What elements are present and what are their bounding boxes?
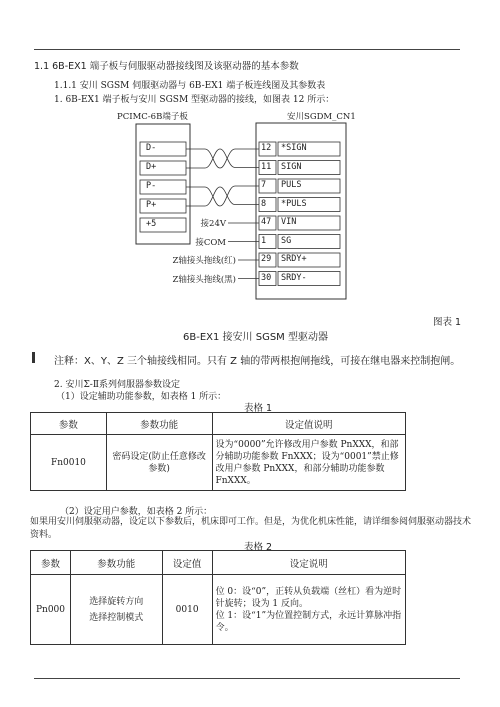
figure-label: 图表 1 [433, 317, 462, 328]
pin-name: SG [281, 235, 292, 246]
pin-number: 7 [261, 180, 267, 190]
table2-header-param: 参数 [31, 551, 71, 575]
table2-header-function: 参数功能 [70, 551, 162, 575]
note-text: 注释：X、Y、Z 三个轴接线相同。只有 Z 轴的带两根抱闸拖线，可接在继电器来控制抱闸。 [54, 356, 461, 367]
wire [186, 149, 259, 168]
right-box-title: 安川SGDM_CN1 [287, 112, 356, 122]
wiring-diagram [0, 0, 500, 340]
table1-header-desc: 设定值说明 [212, 413, 405, 435]
figure-caption: 6B-EX1 接安川 SGSM 型驱动器 [183, 332, 328, 343]
pin-number: 47 [261, 217, 272, 227]
params-step2-desc: 如果用安川伺服驱动器，设定以下参数后，机床即可工作。但是，为优化机床性能，请详细参阅伺服驱动器技术资料。 [30, 517, 472, 540]
section-heading: 1.1 6B-EX1 端子板与伺服驱动器接线图及该驱动器的基本参数 [34, 61, 299, 72]
note-marker [32, 352, 35, 363]
table2-cell-desc: 位 0：设“0”，正转从负载端（丝杠）看为逆时针旋转；设为 1 反向。 位 1：设“1”为位置控制方式，永远计算脉冲指令。 [212, 575, 405, 645]
external-connection-label: Z轴接头拖线(黑) [172, 274, 236, 285]
table2-cell-function: 选择旋转方向 选择控制模式 [70, 575, 162, 645]
subsection-heading: 1.1.1 安川 SGSM 伺服驱动器与 6B-EX1 端子板连线图及其参数表 [54, 81, 326, 91]
wire [186, 149, 259, 168]
table1-cell-function: 密码设定(防止任意修改参数) [106, 435, 212, 491]
left-terminal-label: D+ [146, 162, 157, 172]
params-step2: （2）设定用户参数，如表格 2 所示： [60, 507, 213, 517]
pin-name: SRDY- [281, 272, 307, 283]
left-terminal-label: D- [146, 143, 157, 153]
pin-name: SRDY+ [281, 254, 307, 264]
diagram-rows [140, 142, 340, 286]
table2-header-value: 设定值 [162, 551, 212, 575]
wire [186, 187, 259, 206]
pin-number: 30 [261, 272, 272, 283]
left-terminal-label: P- [146, 181, 157, 191]
params-step1: （1）设定辅助功能参数，如表格 1 所示： [56, 392, 227, 402]
table-2 [30, 550, 406, 645]
pin-number: 8 [261, 198, 267, 209]
table2-cell-param: Pn000 [31, 575, 71, 645]
pin-number: 1 [261, 235, 267, 246]
pin-name: *PULS [281, 198, 307, 209]
intro-text: 1. 6B-EX1 端子板与安川 SGSM 型驱动器的接线，如图表 12 所示： [54, 95, 335, 105]
pin-name: SIGN [281, 161, 302, 172]
table2-header-desc: 设定说明 [212, 551, 405, 575]
pin-number: 29 [261, 254, 272, 264]
external-connection-label: Z轴接头拖线(红) [172, 256, 236, 266]
pin-name: PULS [281, 180, 302, 190]
table-row [31, 435, 406, 491]
table1-header-param: 参数 [31, 413, 107, 435]
left-terminal-label: +5 [146, 219, 157, 229]
table-row [31, 575, 406, 645]
pin-number: 12 [261, 143, 272, 153]
pin-name: VIN [281, 217, 297, 227]
table1-caption: 表格 1 [244, 403, 273, 414]
wire [186, 186, 259, 206]
params-title: 2. 安川Σ-Ⅱ系列伺服器参数设定 [54, 380, 180, 390]
external-connection-label: 接24V [200, 219, 226, 229]
pin-name: *SIGN [281, 143, 307, 153]
table1-header-function: 参数功能 [106, 413, 212, 435]
footer-rule [34, 678, 460, 679]
table1-cell-param: Fn0010 [31, 435, 107, 491]
pin-number: 11 [261, 161, 272, 172]
table2-caption: 表格 2 [244, 542, 273, 553]
left-terminal-label: P+ [146, 200, 157, 210]
external-connection-label: 接COM [195, 237, 226, 248]
table1-cell-desc: 设为“0000”允许修改用户参数 PnXXX，和部分辅助功能参数 FnXXX；设为“0001”禁止修改用户参数 PnXXX，和部分辅助功能参数 FnXXX。 [212, 435, 405, 491]
table2-cell-value: 0010 [162, 575, 212, 645]
table-1 [30, 412, 406, 491]
left-box-title: PCIMC-6B端子板 [117, 112, 188, 122]
